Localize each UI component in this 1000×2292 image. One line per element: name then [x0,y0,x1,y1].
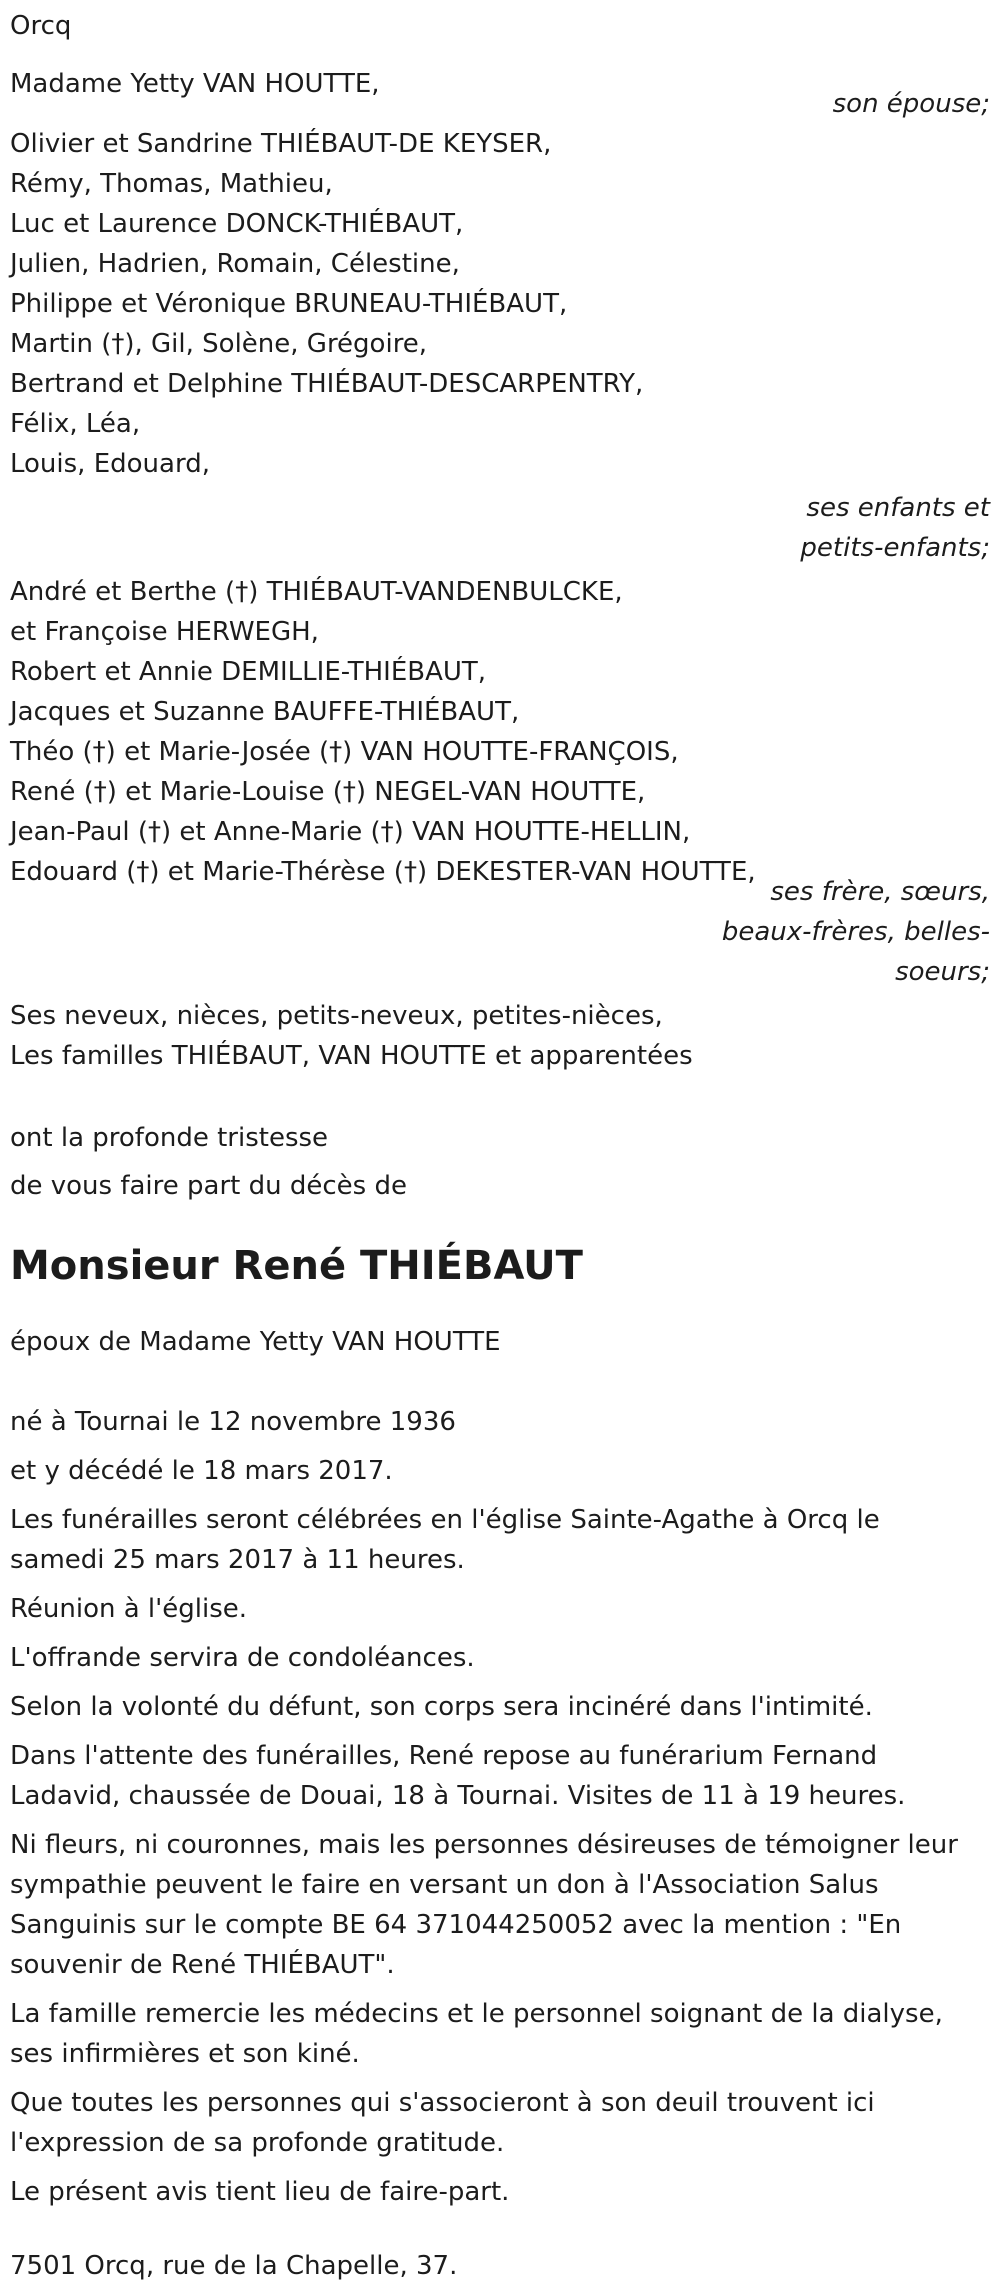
faire-part-paragraph [10,2172,990,2212]
list-item: René (†) et Marie-Louise (†) NEGEL-VAN HOUTTE, [10,777,646,807]
text-line: ses infirmières et son kiné. [10,2039,360,2069]
deceased-name: Monsieur René THIÉBAUT [10,1243,583,1289]
text-line: Réunion à l'église. [10,1594,248,1624]
list-item: Louis, Edouard, [10,449,210,479]
death-notice [10,0,990,2286]
list-item: Félix, Léa, [10,409,141,439]
list-item: Olivier et Sandrine THIÉBAUT-DE KEYSER, [10,129,552,159]
list-item: Edouard (†) et Marie-Thérèse (†) DEKESTER-VAN HOUTTE, [10,857,756,887]
text-line: souvenir de René THIÉBAUT". [10,1950,395,1980]
extended-family-1: Ses neveux, nièces, petits-neveux, petites-nièces, [10,1001,663,1031]
list-item: Théo (†) et Marie-Josée (†) VAN HOUTTE-FRANÇOIS, [10,737,679,767]
address: 7501 Orcq, rue de la Chapelle, 37. [10,2251,458,2281]
birth-info: né à Tournai le 12 novembre 1936 [10,1407,456,1437]
list-item: Robert et Annie DEMILLIE-THIÉBAUT, [10,657,487,687]
donation-paragraph [10,1825,990,1985]
gratitude-paragraph [10,2083,990,2163]
announcement-2: de vous faire part du décès de [10,1171,407,1201]
list-item: Jacques et Suzanne BAUFFE-THIÉBAUT, [10,697,520,727]
children-relation-1: ses enfants et [806,493,990,523]
list-item: Rémy, Thomas, Mathieu, [10,169,333,199]
offering-paragraph [10,1638,990,1678]
children-list [10,124,990,484]
notice-paragraphs [10,1500,990,2212]
siblings-relation-2: beaux-frères, belles- [721,917,990,947]
spouse-of: époux de Madame Yetty VAN HOUTTE [10,1327,501,1357]
funeral-paragraph [10,1500,990,1580]
spouse-name: Madame Yetty VAN HOUTTE, [10,69,380,99]
text-line: Ladavid, chaussée de Douai, 18 à Tournai. Visites de 11 à 19 heures. [10,1781,906,1811]
thanks-paragraph [10,1994,990,2074]
text-line: L'offrande servira de condoléances. [10,1643,475,1673]
text-line: Dans l'attente des funérailles, René repose au funérarium Fernand [10,1741,878,1771]
siblings-relation-3: soeurs; [895,957,990,987]
text-line: Ni fleurs, ni couronnes, mais les personnes désireuses de témoigner leur [10,1830,958,1860]
text-line: l'expression de sa profonde gratitude. [10,2128,505,2158]
text-line: Sanguinis sur le compte BE 64 371044250052 avec la mention : "En [10,1910,902,1940]
text-line: Selon la volonté du défunt, son corps sera incinéré dans l'intimité. [10,1692,873,1722]
text-line: La famille remercie les médecins et le personnel soignant de la dialyse, [10,1999,943,2029]
list-item: Philippe et Véronique BRUNEAU-THIÉBAUT, [10,289,568,319]
text-line: Que toutes les personnes qui s'associeront à son deuil trouvent ici [10,2088,875,2118]
place: Orcq [10,11,72,41]
siblings-list [10,572,990,892]
list-item: Luc et Laurence DONCK-THIÉBAUT, [10,209,464,239]
announcement-1: ont la profonde tristesse [10,1123,329,1153]
text-line: Les funérailles seront célébrées en l'église Sainte-Agathe à Orcq le [10,1505,880,1535]
siblings-relation-1: ses frère, sœurs, [770,877,990,907]
cremation-paragraph [10,1687,990,1727]
meeting-paragraph [10,1589,990,1629]
children-relation-2: petits-enfants; [800,533,990,563]
list-item: Martin (†), Gil, Solène, Grégoire, [10,329,428,359]
funerarium-paragraph [10,1736,990,1816]
text-line: sympathie peuvent le faire en versant un don à l'Association Salus [10,1870,879,1900]
list-item: André et Berthe (†) THIÉBAUT-VANDENBULCKE, [10,577,623,607]
text-line: Le présent avis tient lieu de faire-part. [10,2177,510,2207]
list-item: Julien, Hadrien, Romain, Célestine, [10,249,460,279]
extended-family-2: Les familles THIÉBAUT, VAN HOUTTE et apparentées [10,1041,693,1071]
list-item: Jean-Paul (†) et Anne-Marie (†) VAN HOUTTE-HELLIN, [10,817,691,847]
death-info: et y décédé le 18 mars 2017. [10,1456,393,1486]
text-line: samedi 25 mars 2017 à 11 heures. [10,1545,465,1575]
list-item: et Françoise HERWEGH, [10,617,319,647]
list-item: Bertrand et Delphine THIÉBAUT-DESCARPENTRY, [10,369,644,399]
spouse-relation: son épouse; [832,89,990,119]
